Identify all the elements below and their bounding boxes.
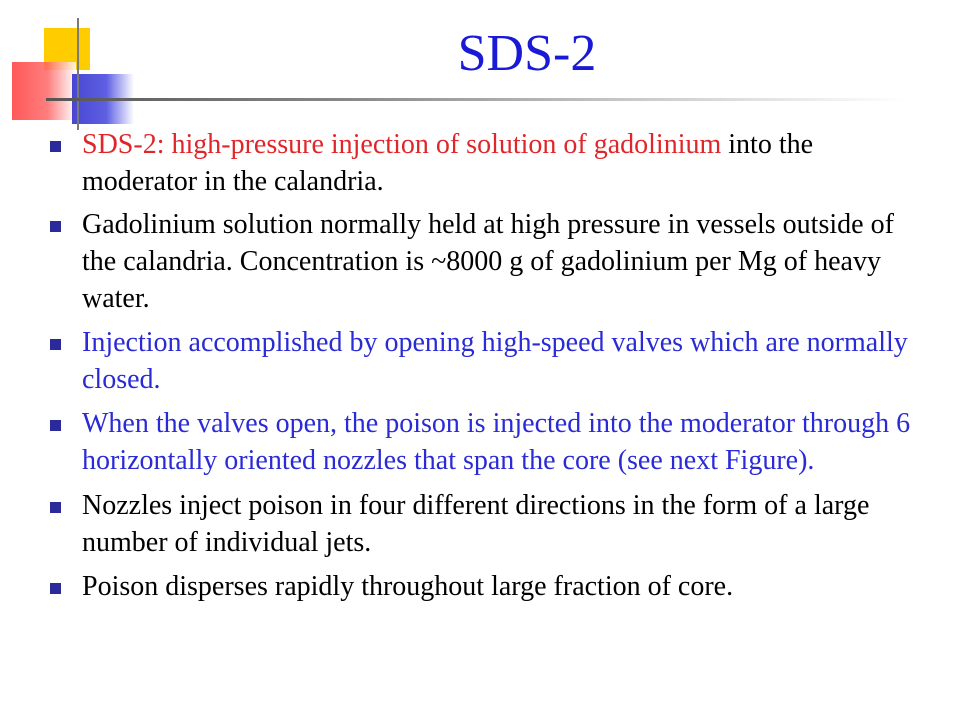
bullet-item (50, 324, 920, 398)
bullet-text: Gadolinium solution normally held at high pressure in vessels outside of the calandria. Concentration is ~8000 g of gadolinium per Mg of heavy water. (82, 209, 894, 314)
bullet-square-icon (50, 221, 61, 232)
bullet-text: SDS-2: high-pressure injection of solution of gadolinium (82, 129, 722, 160)
bullet-text: Nozzles inject poison in four different directions in the form of a large number of individual jets. (82, 490, 870, 558)
bullet-text: Injection accomplished by opening high-speed valves which are normally closed. (82, 327, 908, 395)
bullet-item (50, 126, 920, 200)
bullet-item (50, 568, 920, 605)
bullet-list (50, 126, 920, 605)
bullet-square-icon (50, 141, 61, 152)
bullet-text: When the valves open, the poison is injected into the moderator through 6 horizontally oriented nozzles that span the core (see next Figure). (82, 408, 911, 476)
bullet-text: into the moderator in the calandria. (82, 129, 814, 197)
bullet-square-icon (50, 583, 61, 594)
bullet-item (50, 206, 920, 317)
bullet-text: Poison disperses rapidly throughout large fraction of core. (82, 571, 734, 602)
bullet-item (50, 487, 920, 561)
bullet-item (50, 405, 920, 479)
bullet-square-icon (50, 502, 61, 513)
bullet-square-icon (50, 420, 61, 431)
title-underline (46, 98, 906, 101)
bullet-square-icon (50, 339, 61, 350)
slide-title: SDS-2 (457, 25, 597, 82)
